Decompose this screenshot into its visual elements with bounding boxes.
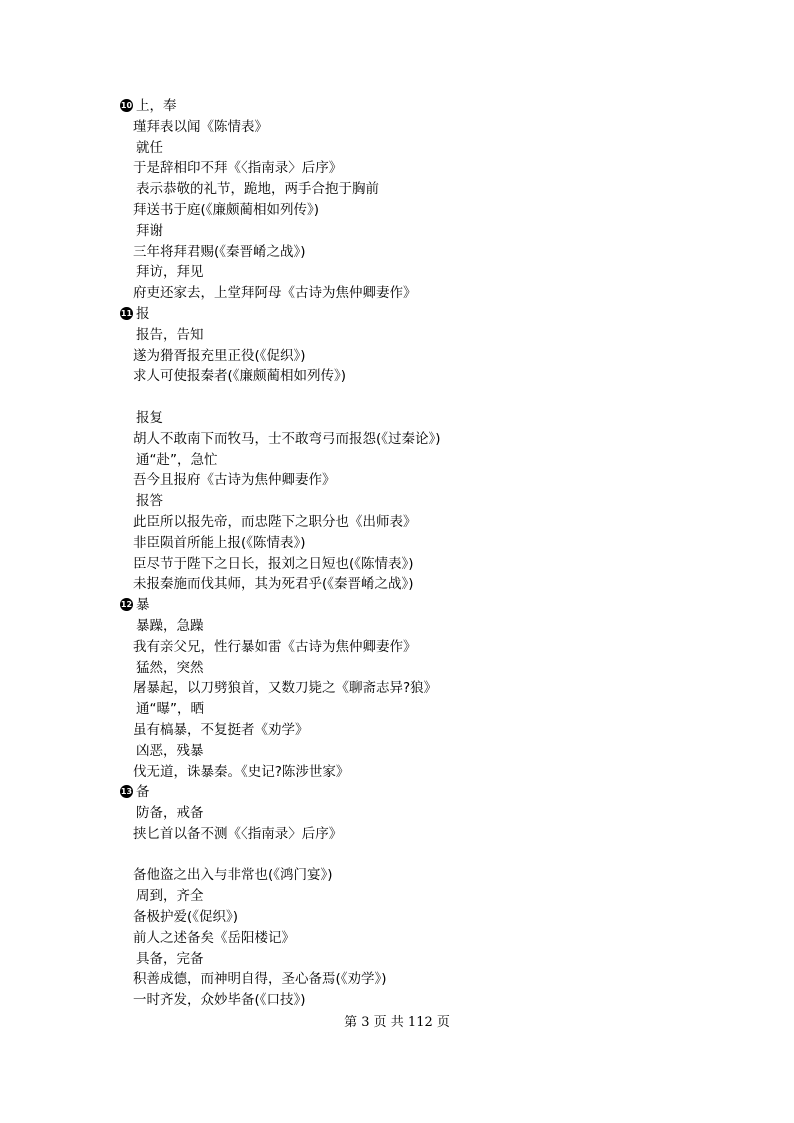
example-sentence: 虽有槁暴，不复挺者《劝学》 (133, 721, 309, 738)
example-sentence: 伐无道，诛暴秦。《史记?陈涉世家》 (133, 763, 350, 780)
entry-heading (120, 782, 680, 803)
example-sentence: 吾今且报府《古诗为焦仲卿妻作》 (133, 472, 336, 489)
sense-definition: 通“曝”，晒 (136, 701, 204, 718)
example-sentence: 前人之述备矣《岳阳楼记》 (133, 929, 295, 946)
sense-definition: 拜访，拜见 (136, 264, 204, 281)
example-sentence: 于是辞相印不拜《〈指南录〉后序》 (133, 160, 343, 177)
example-sentence: 遂为猾胥报充里正役(《促织》) (133, 347, 306, 364)
sense-definition: 通“赴”，急忙 (136, 451, 218, 468)
example-sentence: 臣尽节于陛下之日长，报刘之日短也(《陈情表》) (133, 555, 414, 572)
sense-definition: 拜谢 (136, 222, 163, 239)
example-sentence: 备极护爱(《促织》) (133, 909, 239, 926)
entry-word: 上，奉 (136, 98, 177, 114)
example-sentence: 三年将拜君赐(《秦晋崤之战》) (133, 243, 306, 260)
sense-definition: 表示恭敬的礼节，跪地，两手合抱于胸前 (136, 181, 379, 198)
entry-number-marker: 10 (120, 101, 133, 110)
example-sentence: 拜送书于庭(《廉颇蔺相如列传》) (133, 201, 320, 218)
example-sentence: 我有亲父兄，性行暴如雷《古诗为焦仲卿妻作》 (133, 638, 417, 655)
entry-number-marker: 12 (120, 600, 133, 610)
sense-definition: 猛然，突然 (136, 659, 204, 676)
example-sentence: 此臣所以报先帝，而忠陛下之职分也《出师表》 (133, 513, 417, 530)
entry-word: 暴 (136, 597, 150, 614)
example-sentence: 求人可使报秦者(《廉颇蔺相如列传》) (133, 368, 347, 385)
entry-heading (120, 96, 680, 117)
entry-heading (120, 595, 680, 616)
blank-line (120, 387, 680, 408)
example-sentence: 备他盗之出入与非常也(《鸿门宴》) (133, 867, 333, 884)
example-sentence: 未报秦施而伐其师，其为死君乎(《秦晋崤之战》) (133, 576, 414, 593)
sense-definition: 周到，齐全 (136, 888, 204, 905)
entry-number-marker: 11 (120, 308, 133, 318)
example-sentence: 胡人不敢南下而牧马，士不敢弯弓而报怨(《过秦论》) (133, 430, 441, 447)
example-sentence: 挟匕首以备不测《〈指南录〉后序》 (133, 825, 343, 842)
sense-definition: 凶恶，残暴 (136, 742, 204, 759)
example-sentence: 府吏还家去，上堂拜阿母《古诗为焦仲卿妻作》 (133, 285, 417, 302)
dictionary-content (120, 96, 680, 1011)
example-sentence: 一时齐发，众妙毕备(《口技》) (133, 992, 306, 1009)
sense-definition: 报答 (136, 493, 163, 510)
sense-definition: 具备，完备 (136, 950, 204, 967)
example-sentence: 瑾拜表以闻《陈情表》 (133, 118, 268, 135)
example-sentence: 屠暴起，以刀劈狼首，又数刀毙之《聊斋志异?狼》 (133, 680, 438, 697)
sense-definition: 就任 (136, 139, 163, 156)
page-footer: 第 3 页 共 112 页 (344, 1015, 450, 1030)
sense-definition: 报复 (136, 409, 163, 426)
entry-word: 报 (136, 305, 150, 322)
sense-definition: 暴躁，急躁 (136, 617, 204, 634)
entry-heading (120, 304, 680, 325)
sense-definition: 防备，戒备 (136, 805, 204, 822)
entry-word: 备 (136, 784, 150, 801)
entry-number-marker: 13 (120, 787, 133, 797)
sense-definition: 报告，告知 (136, 326, 204, 343)
example-sentence: 非臣陨首所能上报(《陈情表》) (133, 534, 306, 551)
blank-line (120, 845, 680, 866)
example-sentence: 积善成德，而神明自得，圣心备焉(《劝学》) (133, 971, 387, 988)
